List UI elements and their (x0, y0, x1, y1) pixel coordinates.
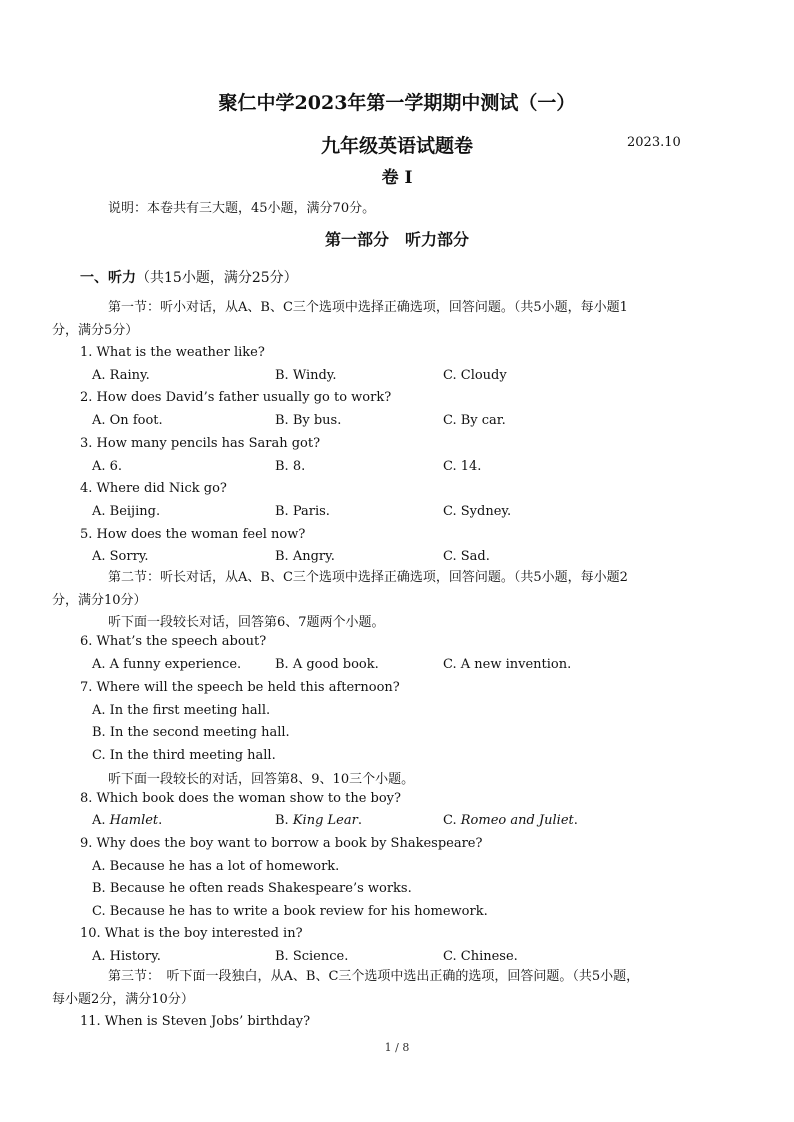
exam-note: 说明：本卷共有三大题，45小题，满分70分。 (108, 201, 376, 216)
option-c (443, 813, 578, 828)
option-b (275, 813, 362, 828)
option-b: B. Angry. (275, 549, 335, 564)
option-c: C. Chinese. (443, 949, 518, 964)
option-c: C. Because he has to write a book review for his homework. (92, 904, 488, 919)
option-b: B. Because he often reads Shakespeare’s works. (92, 881, 412, 896)
instruction-line: 每小题2分，满分10分） (52, 992, 194, 1007)
question-stem: 6. What’s the speech about? (80, 634, 267, 649)
option-b: B. By bus. (275, 413, 342, 428)
option-a: A. Beijing. (92, 504, 161, 519)
question-stem: 1. What is the weather like? (80, 345, 265, 360)
page-number: 1 / 8 (384, 1041, 410, 1054)
option-a: A. A funny experience. (92, 657, 242, 672)
option-b: B. Paris. (275, 504, 330, 519)
question-stem: 3. How many pencils has Sarah got? (80, 436, 321, 451)
question-stem: 11. When is Steven Jobs’ birthday? (80, 1014, 311, 1029)
option-period: . (573, 813, 578, 828)
book-title: Romeo and Juliet (460, 813, 574, 828)
exam-subtitle: 九年级英语试题卷 (320, 135, 473, 157)
option-c: C. 14. (443, 459, 482, 474)
option-c: C. Sad. (443, 549, 490, 564)
volume-label: 卷 I (381, 168, 413, 188)
option-a: A. Rainy. (92, 368, 150, 383)
option-a: A. In the first meeting hall. (92, 703, 271, 718)
question-stem: 10. What is the boy interested in? (80, 926, 303, 941)
option-a: A. On foot. (92, 413, 163, 428)
option-c: C. Cloudy (443, 368, 507, 383)
listening-guide: 听下面一段较长的对话，回答第8、9、10三个小题。 (108, 772, 415, 787)
option-b: B. 8. (275, 459, 306, 474)
question-stem: 4. Where did Nick go? (80, 481, 227, 496)
option-c: C. By car. (443, 413, 506, 428)
option-a: A. 6. (92, 459, 123, 474)
section3-instruction (52, 965, 716, 1011)
option-b: B. Science. (275, 949, 349, 964)
option-a (92, 813, 162, 828)
section-label: 一、听力 (80, 270, 136, 286)
option-b: B. Windy. (275, 368, 337, 383)
book-title: Hamlet (109, 813, 159, 828)
instruction-line: 第一节：听小对话，从A、B、C三个选项中选择正确选项，回答问题。（共5小题，每小题1 (108, 300, 628, 315)
listening-guide: 听下面一段较长对话，回答第6、7题两个小题。 (108, 615, 385, 630)
option-prefix: A. (92, 813, 110, 828)
option-b: B. In the second meeting hall. (92, 725, 290, 740)
section-info: （共15小题，满分25分） (136, 270, 298, 286)
question-stem: 9. Why does the boy want to borrow a book by Shakespeare? (80, 836, 483, 851)
instruction-line: 第三节： 听下面一段独白，从A、B、C三个选项中选出正确的选项，回答问题。（共5小题， (108, 969, 640, 984)
section2-instruction (52, 566, 716, 612)
option-prefix: B. (275, 813, 293, 828)
exam-date: 2023.10 (627, 135, 681, 150)
question-stem: 2. How does David’s father usually go to work? (80, 390, 392, 405)
option-c: C. Sydney. (443, 504, 512, 519)
instruction-line: 第二节：听长对话，从A、B、C三个选项中选择正确选项，回答问题。（共5小题，每小题2 (108, 570, 628, 585)
book-title: King Lear (292, 813, 358, 828)
instruction-line: 分，满分5分） (52, 323, 139, 338)
exam-title: 聚仁中学2023年第一学期期中测试（一） (218, 92, 576, 114)
option-b: B. A good book. (275, 657, 379, 672)
section-heading (80, 267, 298, 287)
option-period: . (158, 813, 163, 828)
option-period: . (357, 813, 362, 828)
option-c: C. In the third meeting hall. (92, 748, 276, 763)
option-a: A. Sorry. (92, 549, 149, 564)
option-a: A. Because he has a lot of homework. (92, 859, 340, 874)
option-a: A. History. (92, 949, 161, 964)
question-stem: 8. Which book does the woman show to the boy? (80, 791, 402, 806)
question-stem: 7. Where will the speech be held this afternoon? (80, 680, 400, 695)
section1-instruction (52, 296, 716, 342)
option-c: C. A new invention. (443, 657, 572, 672)
part-title: 第一部分 听力部分 (324, 230, 469, 249)
instruction-line: 分，满分10分） (52, 593, 147, 608)
question-stem: 5. How does the woman feel now? (80, 527, 306, 542)
option-prefix: C. (443, 813, 461, 828)
